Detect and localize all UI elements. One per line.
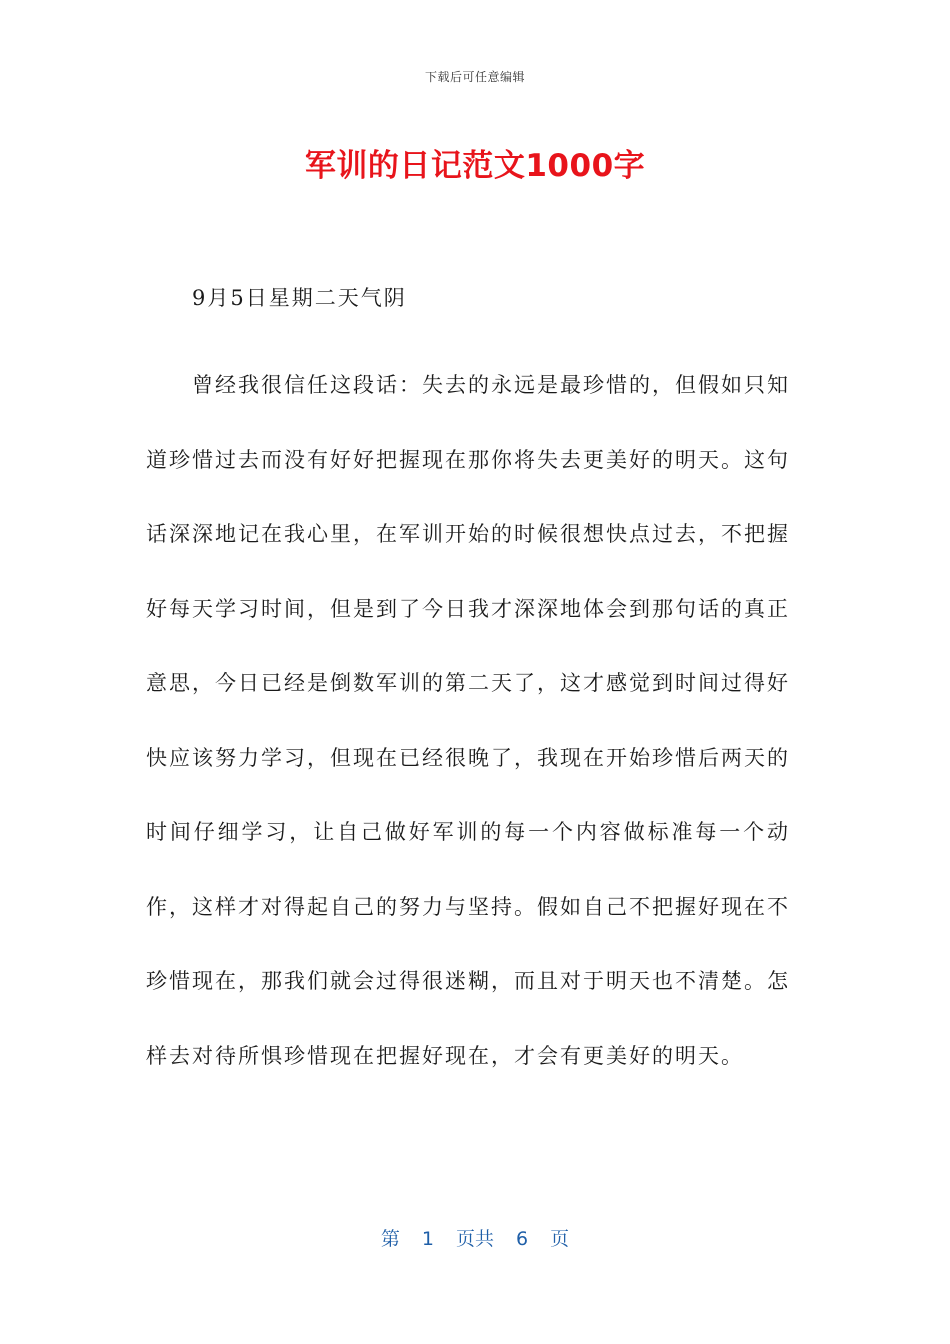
footer-middle: 页共 bbox=[455, 1228, 494, 1250]
footer-page-number: 1 bbox=[421, 1228, 434, 1250]
document-body bbox=[146, 274, 790, 1093]
page-footer bbox=[0, 1224, 950, 1251]
footer-suffix: 页 bbox=[550, 1228, 570, 1250]
body-paragraph: 曾经我很信任这段话：失去的永远是最珍惜的，但假如只知道珍惜过去而没有好好把握现在那你将失去更美好的明天。这句话深深地记在我心里，在军训开始的时候很想快点过去，不把握好每天学习时间，但是到了今日我才深深地体会到那句话的真正意思，今日已经是倒数军训的第二天了，这才感觉到时间过得好快应该努力学习，但现在已经很晚了，我现在开始珍惜后两天的时间仔细学习，让自己做好军训的每一个内容做标准每一个动作，这样才对得起自己的努力与坚持。假如自己不把握好现在不珍惜现在，那我们就会过得很迷糊，而且对于明天也不清楚。怎样去对待所惧珍惜现在把握好现在，才会有更美好的明天。 bbox=[146, 373, 790, 1068]
document-title: 军训的日记范文1000字 bbox=[304, 148, 646, 184]
footer-total-pages: 6 bbox=[516, 1228, 529, 1250]
date-line: 9月5日星期二天气阴 bbox=[192, 286, 407, 310]
header-note: 下载后可任意编辑 bbox=[424, 70, 525, 84]
footer-prefix: 第 bbox=[380, 1228, 400, 1250]
